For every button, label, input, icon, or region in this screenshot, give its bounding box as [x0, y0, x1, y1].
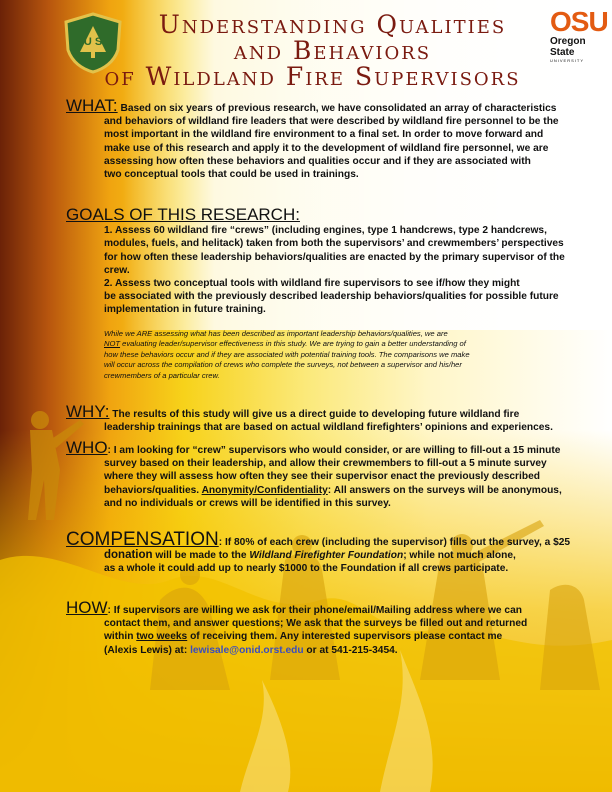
goals-item-1-line: for how often these leadership behaviors/qualities are enacted by the primary supervisor of the	[104, 251, 565, 263]
goals-item-1-line: crew.	[104, 264, 130, 276]
compensation-line: as a whole it could add up to nearly $1000 to the Foundation if all crews participate.	[104, 563, 509, 575]
title-line-1: Understanding Qualities	[158, 10, 507, 39]
compensation-donation: donation	[104, 549, 153, 562]
what-line: two conceptual tools that could be used in trainings.	[104, 169, 359, 181]
compensation-line: will be made to the	[152, 550, 250, 562]
osu-logo-sub: UNIVERSITY	[550, 58, 585, 63]
who-lead: : I am looking for “crew” supervisors who would consider, or are willing to fill-out a 15 minute	[107, 445, 561, 456]
how-lead: : If supervisors are willing we ask for their phone/email/Mailing address where we can	[107, 605, 522, 616]
what-heading: WHAT:	[66, 96, 118, 115]
compensation-section	[66, 531, 606, 576]
why-section	[66, 403, 606, 434]
how-line: or at 541-215-3454.	[303, 644, 398, 656]
goals-note-line: crewmembers of a particular crew.	[104, 370, 220, 380]
compensation-lead: : If 80% of each crew (including the supervisor) fills out the survey, a $25	[218, 537, 571, 548]
compensation-heading: COMPENSATION	[66, 529, 219, 550]
title-line-2: and Behaviors	[233, 36, 432, 65]
page-title	[104, 10, 555, 91]
who-anonymity-label: Anonymity/Confidentiality	[201, 484, 328, 496]
what-line: make use of this research and apply it to the development of wildland fire personnel, we are	[104, 142, 549, 154]
who-line: and no individuals or crews will be identified in this survey.	[104, 497, 391, 509]
who-line: behaviors/qualities.	[104, 484, 202, 496]
goals-note-line: how these behaviors occur and if they are associated with potential training tools. The comparisons we make	[104, 349, 470, 359]
osu-logo-letters: OSU	[550, 6, 608, 37]
who-heading: WHO	[66, 438, 108, 457]
what-line: assessing how often these behaviors and qualities occur and if they are associated with	[104, 155, 531, 167]
goals-item-1-line: 1. Assess 60 wildland fire “crews” (including engines, type 1 handcrews, type 2 handcrews,	[104, 225, 547, 237]
compensation-line: ; while not much alone,	[403, 550, 516, 562]
how-line: within	[104, 631, 137, 643]
title-line-3: of Wildland Fire Supervisors	[104, 62, 521, 91]
how-line: contact them, and answer questions; We ask that the surveys be filled out and returned	[104, 618, 528, 630]
osu-logo	[550, 8, 608, 78]
what-lead: Based on six years of previous research, we have consolidated an array of characteristics	[117, 103, 557, 114]
goals-note	[66, 329, 606, 382]
what-line: and behaviors of wildland fire leaders that were described by wildland fire personnel to be the	[104, 116, 559, 128]
how-two-weeks: two weeks	[136, 631, 188, 643]
how-heading: HOW	[66, 598, 108, 617]
who-line: : All answers on the surveys will be anonymous,	[327, 484, 562, 496]
why-line: leadership trainings that are based on actual wildland firefighters’ opinions and experiences.	[104, 422, 553, 434]
how-line: (Alexis Lewis) at:	[104, 644, 191, 656]
goals-heading: GOALS OF THIS RESEARCH:	[66, 205, 300, 224]
how-line: of receiving them. Any interested supervisors please contact me	[187, 631, 503, 643]
what-section	[66, 97, 606, 181]
who-section	[66, 439, 606, 510]
how-section	[66, 599, 606, 657]
goals-note-line: will occur across the compilation of crews who complete the surveys, not between a supervisor and his/her	[104, 360, 462, 370]
who-line: where they will assess how often they see their supervisor enact the previously described	[104, 471, 540, 483]
svg-text:U S: U S	[83, 36, 103, 48]
email-link[interactable]: lewisale@onid.orst.edu	[190, 644, 304, 656]
goals-section	[66, 206, 606, 381]
goals-note-line: While we ARE assessing what has been described as important leadership behaviors/qualities, we are	[104, 328, 448, 338]
why-heading: WHY:	[66, 402, 110, 421]
goals-item-2-line: implementation in future training.	[104, 304, 266, 316]
goals-item-2-line: 2. Assess two conceptual tools with wildland fire supervisors to see if/how they might	[104, 278, 520, 290]
goals-note-not: NOT	[104, 339, 121, 349]
wildland-firefighter-foundation: Wildland Firefighter Foundation	[249, 550, 404, 562]
goals-note-line: evaluating leader/supervisor effectiveness in this study. We are trying to gain a better understanding of	[120, 339, 466, 349]
why-lead: The results of this study will give us a direct guide to developing future wildland fire	[109, 409, 520, 420]
goals-item-2-line: be associated with the previously described leadership behaviors/qualities for possible future	[104, 291, 559, 303]
who-line: survey based on their leadership, and allow their crewmembers to fill-out a 5 minute survey	[104, 458, 547, 470]
what-line: most important in the wildland fire environment to a final set. In order to move forward and	[104, 129, 544, 141]
osu-logo-name: Oregon State	[550, 36, 586, 58]
goals-item-1-line: modules, fuels, and helitack) taken from both the supervisors’ and crewmembers’ perspectives	[104, 238, 564, 250]
